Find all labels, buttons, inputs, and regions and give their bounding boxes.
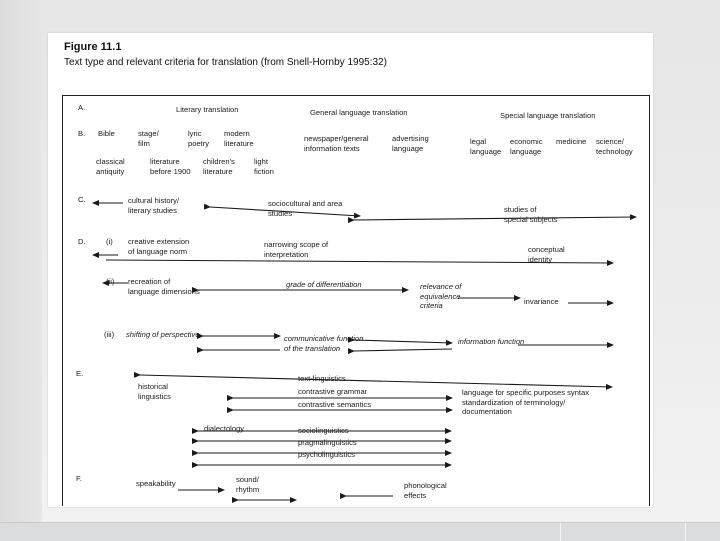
arrow-c-special: [354, 217, 636, 220]
aspect-sound-rhythm: sound/ rhythm: [236, 475, 260, 494]
text-type-medicine: medicine: [556, 137, 587, 146]
arrow-d3-communicative-b: [354, 349, 452, 351]
heading-general: General language translation: [310, 108, 408, 117]
text-type-lyric-poetry: lyric poetry: [188, 129, 210, 148]
discipline-psycholinguistics: psycholinguistics: [298, 450, 355, 459]
bottom-bar: [0, 522, 720, 541]
sub-label-ii: (ii): [106, 277, 115, 286]
sub-label-i: (i): [106, 237, 113, 246]
diagram-arrows: [48, 33, 653, 507]
criterion-shifting-perspective: shifting of perspective: [126, 330, 200, 339]
criterion-cultural-history: cultural history/ literary studies: [128, 196, 180, 215]
text-type-legal: legal language: [470, 137, 502, 156]
criterion-communicative-function: communicative function of the translation: [284, 334, 364, 353]
criterion-invariance: invariance: [524, 297, 559, 306]
arrow-e-text-linguistics: [140, 375, 612, 387]
sub-label-iii: (iii): [104, 330, 115, 339]
criterion-conceptual-identity: conceptual identity: [528, 245, 565, 264]
discipline-pragmalinguistics: pragmalinguistics: [298, 438, 357, 447]
text-type-stage-film: stage/ film: [138, 129, 159, 148]
text-type-classical-antiquity: classical antiquity: [96, 157, 125, 176]
row-label-d: D.: [78, 237, 86, 246]
row-label-e: E.: [76, 369, 84, 378]
slide-side-panel: [0, 0, 42, 540]
text-type-economic: economic language: [510, 137, 543, 156]
row-label-f: F.: [76, 474, 82, 483]
figure-title: Figure 11.1: [64, 41, 122, 53]
row-label-a: A.: [78, 103, 86, 112]
criterion-relevance-equivalence: relevance of equivalence criteria: [420, 282, 462, 310]
discipline-dialectology: dialectology: [204, 424, 245, 433]
figure-caption: Text type and relevant criteria for translation (from Snell-Hornby 1995:32): [64, 57, 387, 68]
arrow-d3-communicative: [354, 340, 452, 343]
row-label-b: B.: [78, 129, 86, 138]
text-type-advertising: advertising language: [392, 134, 429, 153]
row-label-c: C.: [78, 195, 86, 204]
text-type-science: science/ technology: [596, 137, 633, 156]
text-type-literature-1900: literature before 1900: [150, 157, 191, 176]
text-type-modern-literature: modern literature: [224, 129, 254, 148]
heading-literary: Literary translation: [176, 105, 239, 114]
criterion-sociocultural: sociocultural and area studies: [268, 199, 343, 218]
discipline-text-linguistics: text-linguistics: [298, 374, 346, 383]
document-page: [48, 33, 653, 507]
bottom-bar-segment: [560, 523, 686, 541]
aspect-speakability: speakability: [136, 479, 176, 488]
discipline-lsp: language for specific purposes syntax standardization of terminology/ documentation: [462, 388, 590, 416]
criterion-creative-extension: creative extension of language norm: [128, 237, 190, 256]
criterion-narrowing-scope: narrowing scope of interpretation: [264, 240, 329, 259]
text-type-childrens-literature: children's literature: [203, 157, 235, 176]
criterion-recreation: recreation of language dimensions: [128, 277, 200, 296]
aspect-phonological-effects: phonological effects: [404, 481, 447, 500]
text-type-bible: Bible: [98, 129, 115, 138]
bottom-bar-segment: [685, 523, 720, 541]
criterion-information-function: information function: [458, 337, 525, 346]
discipline-sociolinguistics: sociolinguistics: [298, 426, 349, 435]
heading-special: Special language translation: [500, 111, 596, 120]
text-type-newspaper: newspaper/general information texts: [304, 134, 369, 153]
criterion-grade-differentiation: grade of differentiation: [286, 280, 362, 289]
criterion-special-subjects: studies of special subjects: [504, 205, 558, 224]
discipline-contrastive-grammar: contrastive grammar: [298, 387, 368, 396]
discipline-contrastive-semantics: contrastive semantics: [298, 400, 372, 409]
discipline-historical-linguistics: historical linguistics: [138, 382, 171, 401]
text-type-light-fiction: light fiction: [254, 157, 274, 176]
